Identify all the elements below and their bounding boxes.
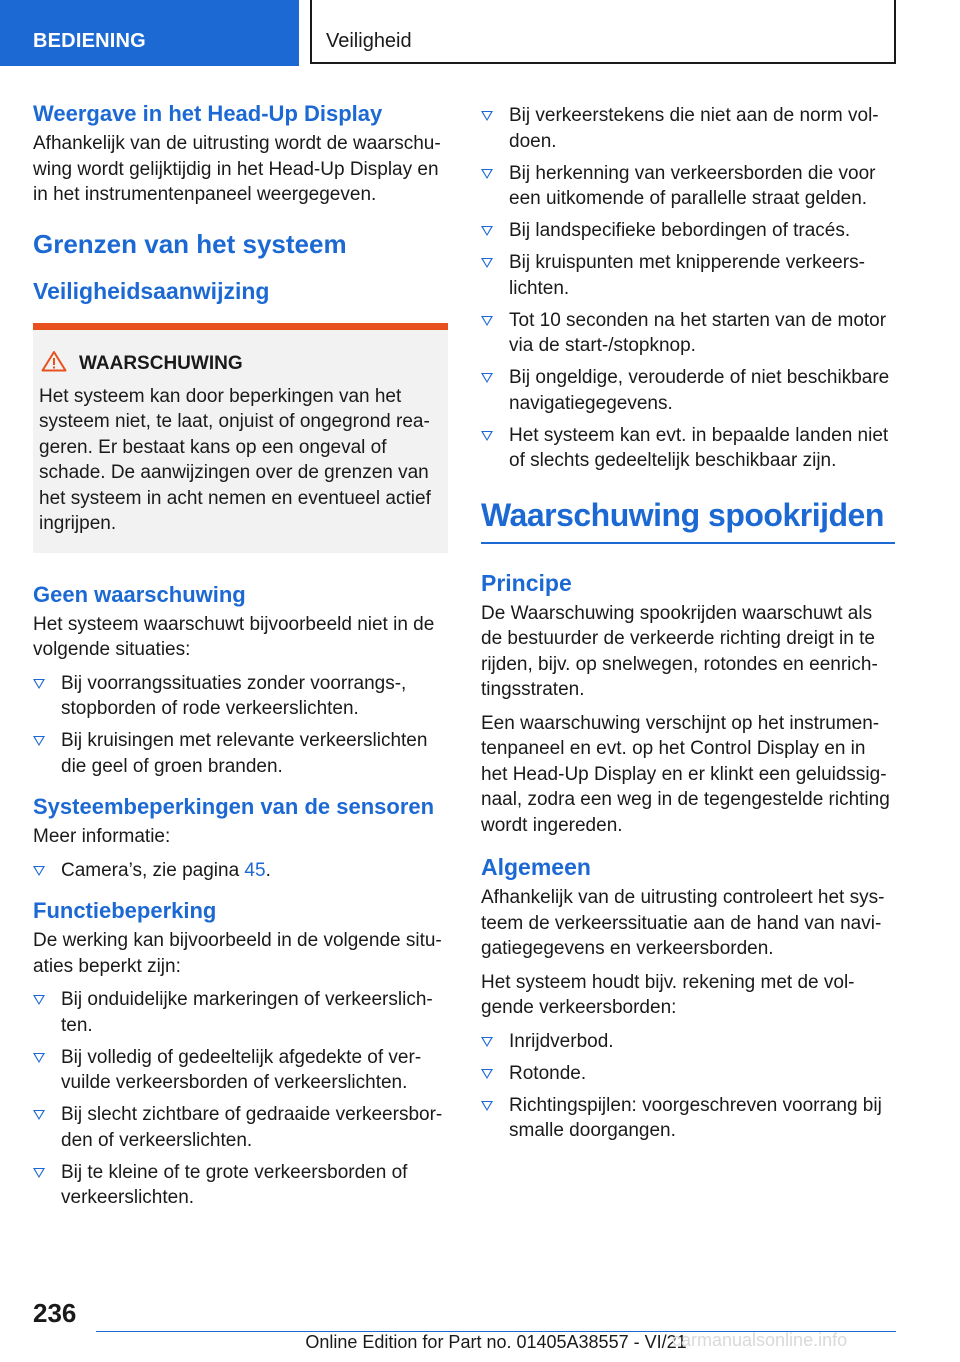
list-item: Bij te kleine of te grote verkeersborden of verkeerslichten. (33, 1160, 448, 1211)
bullet-triangle-icon (33, 736, 45, 746)
list-item: Bij volledig of gedeeltelijk afgedekte of ver- vuilde verkeersborden of verkeerslichten. (33, 1045, 448, 1096)
right-column (481, 103, 895, 1158)
list-item: Inrijdverbod. (481, 1029, 895, 1055)
hud-text: Afhankelijk van de uitrusting wordt de waarschu- wing wordt gelijktijdig in het Head-Up Display en in het instrumentenpaneel weergegeven. (33, 133, 441, 205)
edition-text: Online Edition for Part no. 01405A38557 - VI/21 (305, 1332, 687, 1352)
chapter-tab[interactable]: Veiligheid (310, 0, 896, 64)
function-list (33, 987, 448, 1211)
list-item: Camera’s, zie pagina 45. (33, 858, 448, 884)
no-warning-text: Het systeem waarschuwt bijvoorbeeld niet in de volgende situaties: (33, 613, 435, 660)
sensors-list (33, 858, 448, 884)
no-warning-heading: Geen waarschuwing (33, 581, 246, 607)
warning-triangle-icon (41, 350, 79, 378)
bullet-triangle-icon (481, 316, 493, 326)
list-item: Bij herkenning van verkeersborden die voor een uitkomende of parallelle straat gelden. (481, 161, 895, 212)
bullet-triangle-icon (481, 258, 493, 268)
bullet-triangle-icon (33, 1168, 45, 1178)
list-item: Bij verkeerstekens die niet aan de norm vol- doen. (481, 103, 895, 154)
bullet-triangle-icon (481, 111, 493, 121)
warning-header (39, 350, 440, 378)
principle-text-2: Een waarschuwing verschijnt op het instrumen- tenpaneel en evt. op het Control Display en in het Head-Up Display en er klinkt een geluidssig- naal, zodra een weg in de tegengestelde richting wordt ingereden. (481, 712, 890, 836)
bullet-triangle-icon (33, 679, 45, 689)
sensors-heading: Systeembeperkingen van de sensoren (33, 794, 435, 819)
limits-heading: Grenzen van het systeem (33, 228, 347, 259)
bullet-triangle-icon (481, 373, 493, 383)
bullet-triangle-icon (33, 1053, 45, 1063)
warning-box (33, 323, 448, 553)
list-item: Rotonde. (481, 1061, 895, 1087)
watermark: carmanualsonline.info (672, 1330, 848, 1350)
page-header (0, 0, 960, 66)
ghost-driver-heading: Waarschuwing spookrijden (481, 496, 895, 544)
list-item: Bij kruispunten met knipperende verkeers- lichten. (481, 250, 895, 301)
bullet-triangle-icon (33, 995, 45, 1005)
bullet-triangle-icon (481, 226, 493, 236)
general-list (481, 1029, 895, 1144)
safety-heading: Veiligheidsaanwijzing (33, 277, 270, 304)
warning-label: WAARSCHUWING (79, 352, 243, 374)
general-heading: Algemeen (481, 854, 591, 880)
bullet-triangle-icon (481, 169, 493, 179)
list-item: Richtingspijlen: voorgeschreven voorrang bij smalle doorgangen. (481, 1093, 895, 1144)
warning-text: Het systeem kan door beperkingen van het systeem niet, te laat, onjuist of ongegrond rea- geren. Er bestaat kans op een ongeval of schade. De aanwijzingen over de grenzen van het systeem in acht nemen en eventueel actief ingrijpen. (39, 385, 431, 534)
function-heading: Functiebeperking (33, 898, 217, 923)
left-column (33, 100, 448, 1225)
list-item: Bij landspecifieke bebordingen of tracés. (481, 218, 895, 244)
list-item: Bij ongeldige, verouderde of niet beschikbare navigatiegegevens. (481, 365, 895, 416)
bullet-triangle-icon (481, 1037, 493, 1047)
principle-heading: Principe (481, 569, 572, 596)
bullet-triangle-icon (33, 866, 45, 876)
page-reference-link[interactable]: 45 (244, 859, 266, 881)
sensors-text: Meer informatie: (33, 826, 171, 847)
continued-list (481, 103, 895, 474)
general-text-2: Het systeem houdt bijv. rekening met de vol- gende verkeersborden: (481, 971, 855, 1018)
function-text: De werking kan bijvoorbeeld in de volgende situ- aties beperkt zijn: (33, 930, 442, 977)
section-tab[interactable]: BEDIENING (0, 0, 299, 66)
bullet-triangle-icon (481, 1069, 493, 1079)
list-item: Tot 10 seconden na het starten van de motor via de start-/stopknop. (481, 308, 895, 359)
bullet-triangle-icon (33, 1110, 45, 1120)
list-item: Bij voorrangssituaties zonder voorrangs-, stopborden of rode verkeerslichten. (33, 671, 448, 722)
bullet-triangle-icon (481, 1101, 493, 1111)
general-text-1: Afhankelijk van de uitrusting controleert het sys- teem de verkeerssituatie aan de hand van navi- gatiegegevens en verkeersborden. (481, 887, 885, 959)
bullet-triangle-icon (481, 431, 493, 441)
principle-text-1: De Waarschuwing spookrijden waarschuwt als de bestuurder de verkeerde richting dreigt in te rijden, bijv. op snelwegen, rotondes en eenrich- tingsstraten. (481, 602, 878, 700)
page-number: 236 (33, 1298, 77, 1328)
hud-heading: Weergave in het Head-Up Display (33, 101, 383, 126)
list-item: Bij kruisingen met relevante verkeerslichten die geel of groen branden. (33, 728, 448, 779)
list-item: Bij slecht zichtbare of gedraaide verkeersbor- den of verkeerslichten. (33, 1102, 448, 1153)
no-warning-list (33, 671, 448, 780)
list-item: Het systeem kan evt. in bepaalde landen niet of slechts gedeeltelijk beschikbaar zijn. (481, 423, 895, 474)
list-item: Bij onduidelijke markeringen of verkeerslich- ten. (33, 987, 448, 1038)
